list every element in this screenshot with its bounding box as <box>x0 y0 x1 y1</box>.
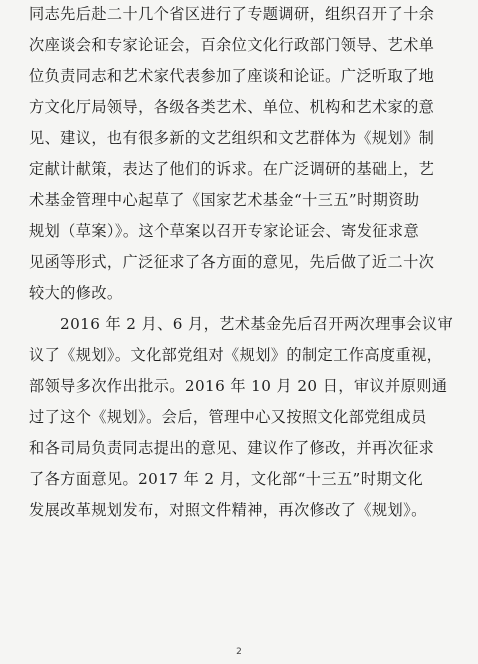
text-line: 见、建议，也有很多新的文艺组织和文艺群体为《规划》制 <box>29 129 435 147</box>
text-line: 2016 年 2 月、6 月，艺术基金先后召开两次理事会议审 <box>60 315 454 333</box>
text-line: 位负责同志和艺术家代表参加了座谈和论证。广泛听取了地 <box>29 67 435 85</box>
text-line: 同志先后赴二十几个省区进行了专题调研，组织召开了十余 <box>29 5 435 23</box>
page-number: 2 <box>236 647 242 657</box>
text-line: 部领导多次作出批示。2016 年 10 月 20 日，审议并原则通 <box>29 377 448 395</box>
text-line: 了各方面意见。2017 年 2 月，文化部“十三五”时期文化 <box>29 470 424 488</box>
text-line: 定献计献策，表达了他们的诉求。在广泛调研的基础上，艺 <box>29 160 435 178</box>
text-line: 方文化厅局领导，各级各类艺术、单位、机构和艺术家的意 <box>29 98 435 116</box>
text-line: 发展改革规划发布，对照文件精神，再次修改了《规划》。 <box>29 501 427 519</box>
text-line: 次座谈会和专家论证会，百余位文化行政部门领导、艺术单 <box>29 36 435 54</box>
text-line: 规划（草案）》。这个草案以召开专家论证会、寄发征求意 <box>29 222 420 240</box>
text-line: 议了《规划》。文化部党组对《规划》的制定工作高度重视， <box>29 346 443 364</box>
text-line: 术基金管理中心起草了《国家艺术基金“十三五”时期资助 <box>29 191 420 209</box>
text-line: 和各司局负责同志提出的意见、建议作了修改，并再次征求 <box>29 439 435 457</box>
text-line: 过了这个《规划》。会后，管理中心又按照文化部党组成员 <box>29 408 427 426</box>
text-line: 见函等形式，广泛征求了各方面的意见，先后做了近二十次 <box>29 253 435 271</box>
text-line: 较大的修改。 <box>29 284 123 302</box>
